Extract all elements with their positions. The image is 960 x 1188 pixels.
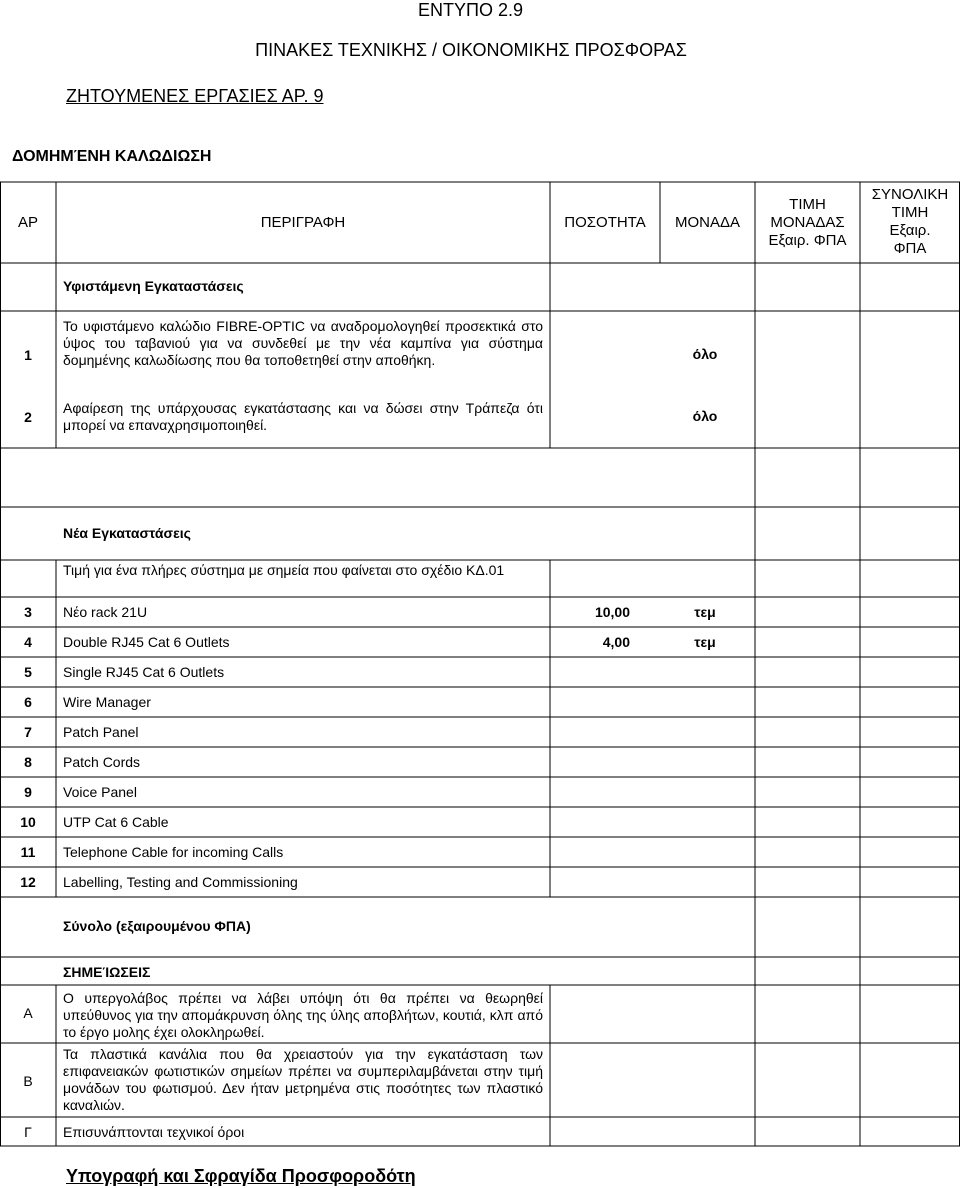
row-number: 6 <box>24 694 32 710</box>
row-quantity: 10,00 <box>594 604 630 620</box>
note-text: Επισυνάπτονται τεχνικοί όροι <box>63 1124 245 1140</box>
row-description: Voice Panel <box>63 784 137 800</box>
row-number: 11 <box>20 844 36 860</box>
header-unit: ΜΟΝΑΔΑ <box>674 214 741 231</box>
row-unit: τεμ <box>694 634 716 650</box>
header-quantity: ΠΟΣΟΤΗΤΑ <box>564 214 646 231</box>
row-description: Νέο rack 21U <box>63 604 148 620</box>
row-description: Single RJ45 Cat 6 Outlets <box>63 664 225 680</box>
row-number: 3 <box>24 604 32 620</box>
row-unit: όλο <box>692 346 718 362</box>
new-note: Τιμή για ένα πλήρες σύστημα με σημεία που φαίνεται στο σχέδιο ΚΔ.01 <box>63 562 505 578</box>
new-heading: Νέα Εγκαταστάσεις <box>63 525 191 541</box>
header-total-line1: ΣΥΝΟΛΙΚΗ <box>871 186 949 203</box>
row-number: 8 <box>24 754 32 770</box>
note-text: Ο υπεργολάβος πρέπει να λάβει υπόψη ότι θα πρέπει να θεωρηθεί υπεύθυνος για την απομάκρυνση όλης της ύλης αποβλήτων, κουτιά, κλπ από το έργο μολης έχει ολοκληρωθεί. <box>63 990 543 1040</box>
row-description: Το υφιστάμενο καλώδιο FIBRE-OPTIC να αναδρομολογηθεί προσεκτικά στο ύψος του ταβανιού για να συνδεθεί με την νέα καμπίνα για σύστημα δομημένης καλωδίωσης που θα τοποθετηθεί στην αποθήκη. <box>63 318 543 368</box>
row-number: 7 <box>24 724 32 740</box>
header-unit-price-line2: ΜΟΝΑΔΑΣ <box>770 214 845 231</box>
row-number: 4 <box>24 634 32 650</box>
row-description: Αφαίρεση της υπάρχουσας εγκατάστασης και να δώσει στην Τράπεζα ότι μπορεί να επαναχρησιμοποιηθεί. <box>63 400 543 433</box>
row-description: Labelling, Testing and Commissioning <box>63 874 298 890</box>
form-title: ΠΙΝΑΚΕΣ ΤΕΧΝΙΚΗΣ / ΟΙΚΟΝΟΜΙΚΗΣ ΠΡΟΣΦΟΡΑΣ <box>255 40 687 60</box>
header-total-line2: ΤΙΜΗ <box>891 204 929 221</box>
row-description: Patch Cords <box>63 754 141 770</box>
note-text: Τα πλαστικά κανάλια που θα χρειαστούν για την εγκατάσταση των επιφανειακών φωτιστικών σημείων πρέπει να συμπεριλαμβάνεται στην τιμή μονάδων του φωτισμού. Δεν ήταν μετρημένα στις ποσότητες των πλαστικό καναλιών. <box>63 1046 543 1113</box>
note-letter: Γ <box>24 1124 32 1140</box>
section-title: ΔΟΜΗΜΈΝΗ ΚΑΛΩΔΙΩΣΗ <box>12 148 212 165</box>
header-unit-price-line1: ΤΙΜΗ <box>789 196 826 213</box>
signature-line: Υπογραφή και Σφραγίδα Προσφοροδότη <box>66 1166 416 1186</box>
row-description: UTP Cat 6 Cable <box>63 814 169 830</box>
total-label: Σύνολο (εξαιρουμένου ΦΠΑ) <box>63 918 251 934</box>
notes-heading: ΣΗΜΕΊΩΣΕΙΣ <box>63 964 151 980</box>
row-description: Patch Panel <box>63 724 139 740</box>
row-number: 2 <box>24 409 32 425</box>
row-number: 1 <box>24 347 32 363</box>
header-total-line3: Εξαιρ. <box>889 222 931 239</box>
header-no: ΑΡ <box>17 214 38 231</box>
header-unit-price <box>755 196 860 250</box>
row-quantity: 4,00 <box>602 634 630 650</box>
row-unit: όλο <box>692 408 718 424</box>
header-description: ΠΕΡΙΓΡΑΦΗ <box>260 214 346 231</box>
row-number: 12 <box>20 874 36 890</box>
row-description: Telephone Cable for incoming Calls <box>63 844 284 860</box>
note-letter: Α <box>23 1005 33 1021</box>
header-unit-price-line3: Εξαιρ. ΦΠΑ <box>768 232 847 249</box>
row-number: 5 <box>24 664 32 680</box>
header-total-line4: ΦΠΑ <box>893 240 927 257</box>
row-number: 10 <box>20 814 36 830</box>
row-unit: τεμ <box>694 604 716 620</box>
row-number: 9 <box>24 784 32 800</box>
row-description: Wire Manager <box>63 694 151 710</box>
existing-heading: Υφιστάμενη Εγκαταστάσεις <box>63 278 244 294</box>
required-works-title: ΖΗΤΟΥΜΕΝΕΣ ΕΡΓΑΣΙΕΣ ΑΡ. 9 <box>66 86 324 106</box>
header-total <box>860 186 960 258</box>
row-description: Double RJ45 Cat 6 Outlets <box>63 634 230 650</box>
note-letter: Β <box>23 1073 33 1089</box>
form-number: ΕΝΤΥΠΟ 2.9 <box>418 0 524 20</box>
